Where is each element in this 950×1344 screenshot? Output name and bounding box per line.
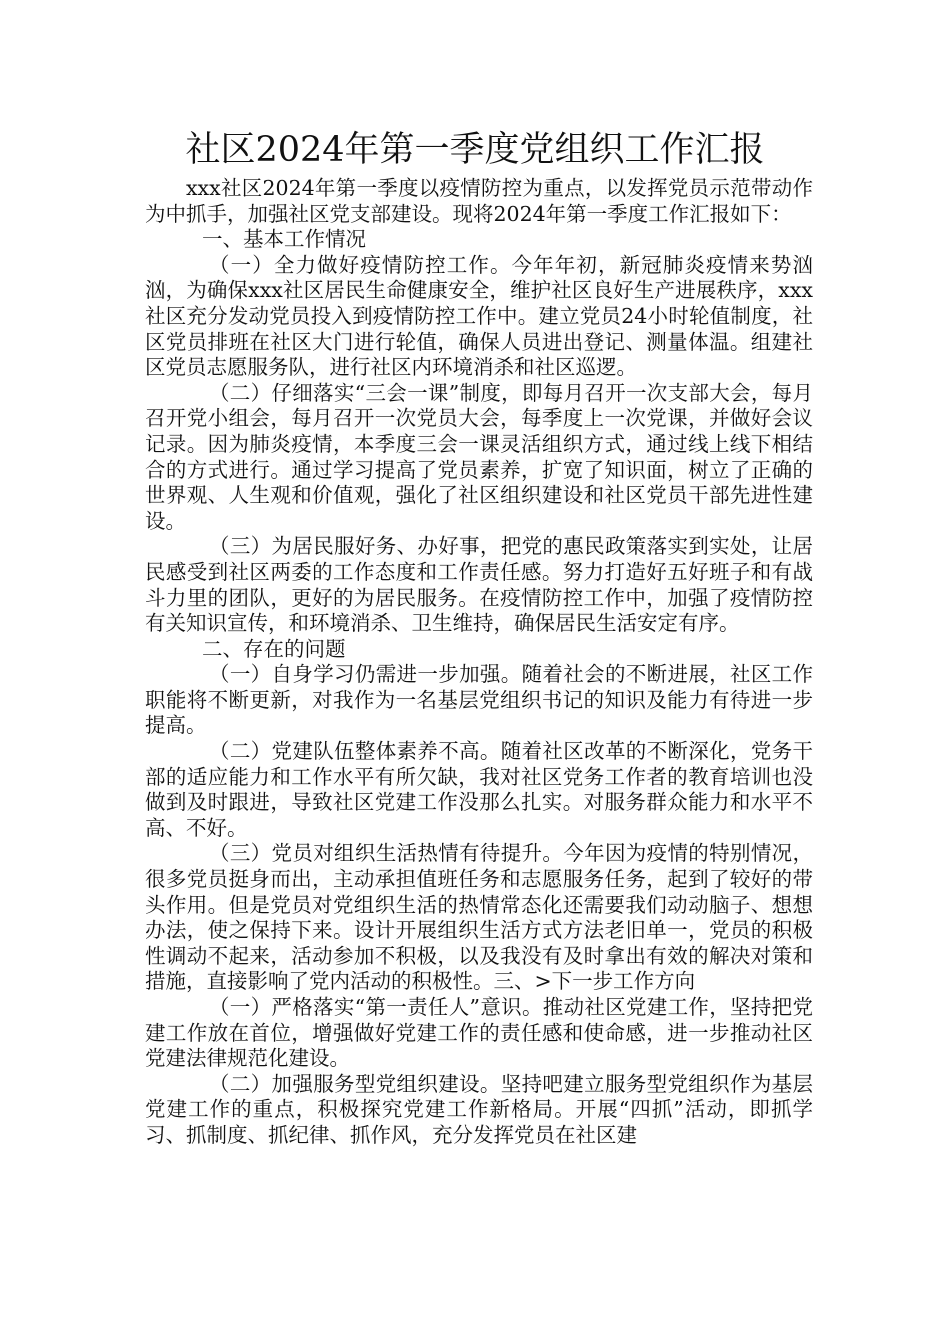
paragraph-epidemic-control: （一）全力做好疫情防控工作。今年年初，新冠肺炎疫情来势汹汹，为确保xxx社区居民生命健康安全，维护社区良好生产进展秩序，xxx社区充分发动党员投入到疫情防控工作中。建立党员24小时轮值制度，社区党员排班在社区大门进行轮值，确保人员进出登记、测量体温。组建社区党员志愿服务队，进行社区内环境消杀和社区巡逻。 bbox=[145, 252, 813, 380]
document-title: 社区2024年第一季度党组织工作汇报 bbox=[185, 130, 765, 170]
paragraph-member-enthusiasm: （三）党员对组织生活热情有待提升。今年因为疫情的特别情况，很多党员挺身而出，主动承担值班任务和志愿服务任务，起到了较好的带头作用。但是党员对党组织生活的热情常态化还需要我们动动脑子、想想办法，使之保持下来。设计开展组织生活方式方法老旧单一，党员的积极性调动不起来，活动参加不积极，以及我没有及时拿出有效的解决对策和措施，直接影响了党内活动的积极性。三、>下一步工作方向 bbox=[145, 841, 813, 994]
paragraph-team-quality: （二）党建队伍整体素养不高。随着社区改革的不断深化，党务干部的适应能力和工作水平有所欠缺，我对社区党务工作者的教育培训也没做到及时跟进，导致社区党建工作没那么扎实。对服务群众能力和水平不高、不好。 bbox=[145, 739, 813, 840]
section-heading-basic-work: 一、基本工作情况 bbox=[202, 227, 366, 252]
section-heading-problems: 二、存在的问题 bbox=[202, 636, 346, 661]
paragraph-resident-service: （三）为居民服好务、办好事，把党的惠民政策落实到实处，让居民感受到社区两委的工作态度和工作责任感。努力打造好五好班子和有战斗力里的团队，更好的为居民服务。在疫情防控工作中，加强了疫情防控有关知识宣传，和环境消杀、卫生维持，确保居民生活安定有序。 bbox=[145, 534, 813, 636]
paragraph-three-meetings: （二）仔细落实“三会一课”制度，即每月召开一次支部大会，每月召开党小组会，每月召开一次党员大会，每季度上一次党课，并做好会议记录。因为肺炎疫情，本季度三会一课灵活组织方式，通过线上线下相结合的方式进行。通过学习提高了党员素养，扩宽了知识面，树立了正确的世界观、人生观和价值观，强化了社区组织建设和社区党员干部先进性建设。 bbox=[145, 380, 813, 533]
paragraph-first-responsibility: （一）严格落实“第一责任人”意识。推动社区党建工作，坚持把党建工作放在首位，增强做好党建工作的责任感和使命感，进一步推动社区党建法律规范化建设。 bbox=[145, 995, 813, 1071]
intro-paragraph: xxx社区2024年第一季度以疫情防控为重点，以发挥党员示范带动作为中抓手，加强社区党支部建设。现将2024年第一季度工作汇报如下： bbox=[145, 176, 813, 226]
paragraph-self-study: （一）自身学习仍需进一步加强。随着社会的不断进展，社区工作职能将不断更新，对我作为一名基层党组织书记的知识及能力有待进一步提高。 bbox=[145, 662, 813, 738]
document-body bbox=[145, 176, 813, 1149]
paragraph-service-organization: （二）加强服务型党组织建设。坚持吧建立服务型党组织作为基层党建工作的重点，积极探究党建工作新格局。开展“四抓”活动，即抓学习、抓制度、抓纪律、抓作风，充分发挥党员在社区建 bbox=[145, 1071, 813, 1147]
